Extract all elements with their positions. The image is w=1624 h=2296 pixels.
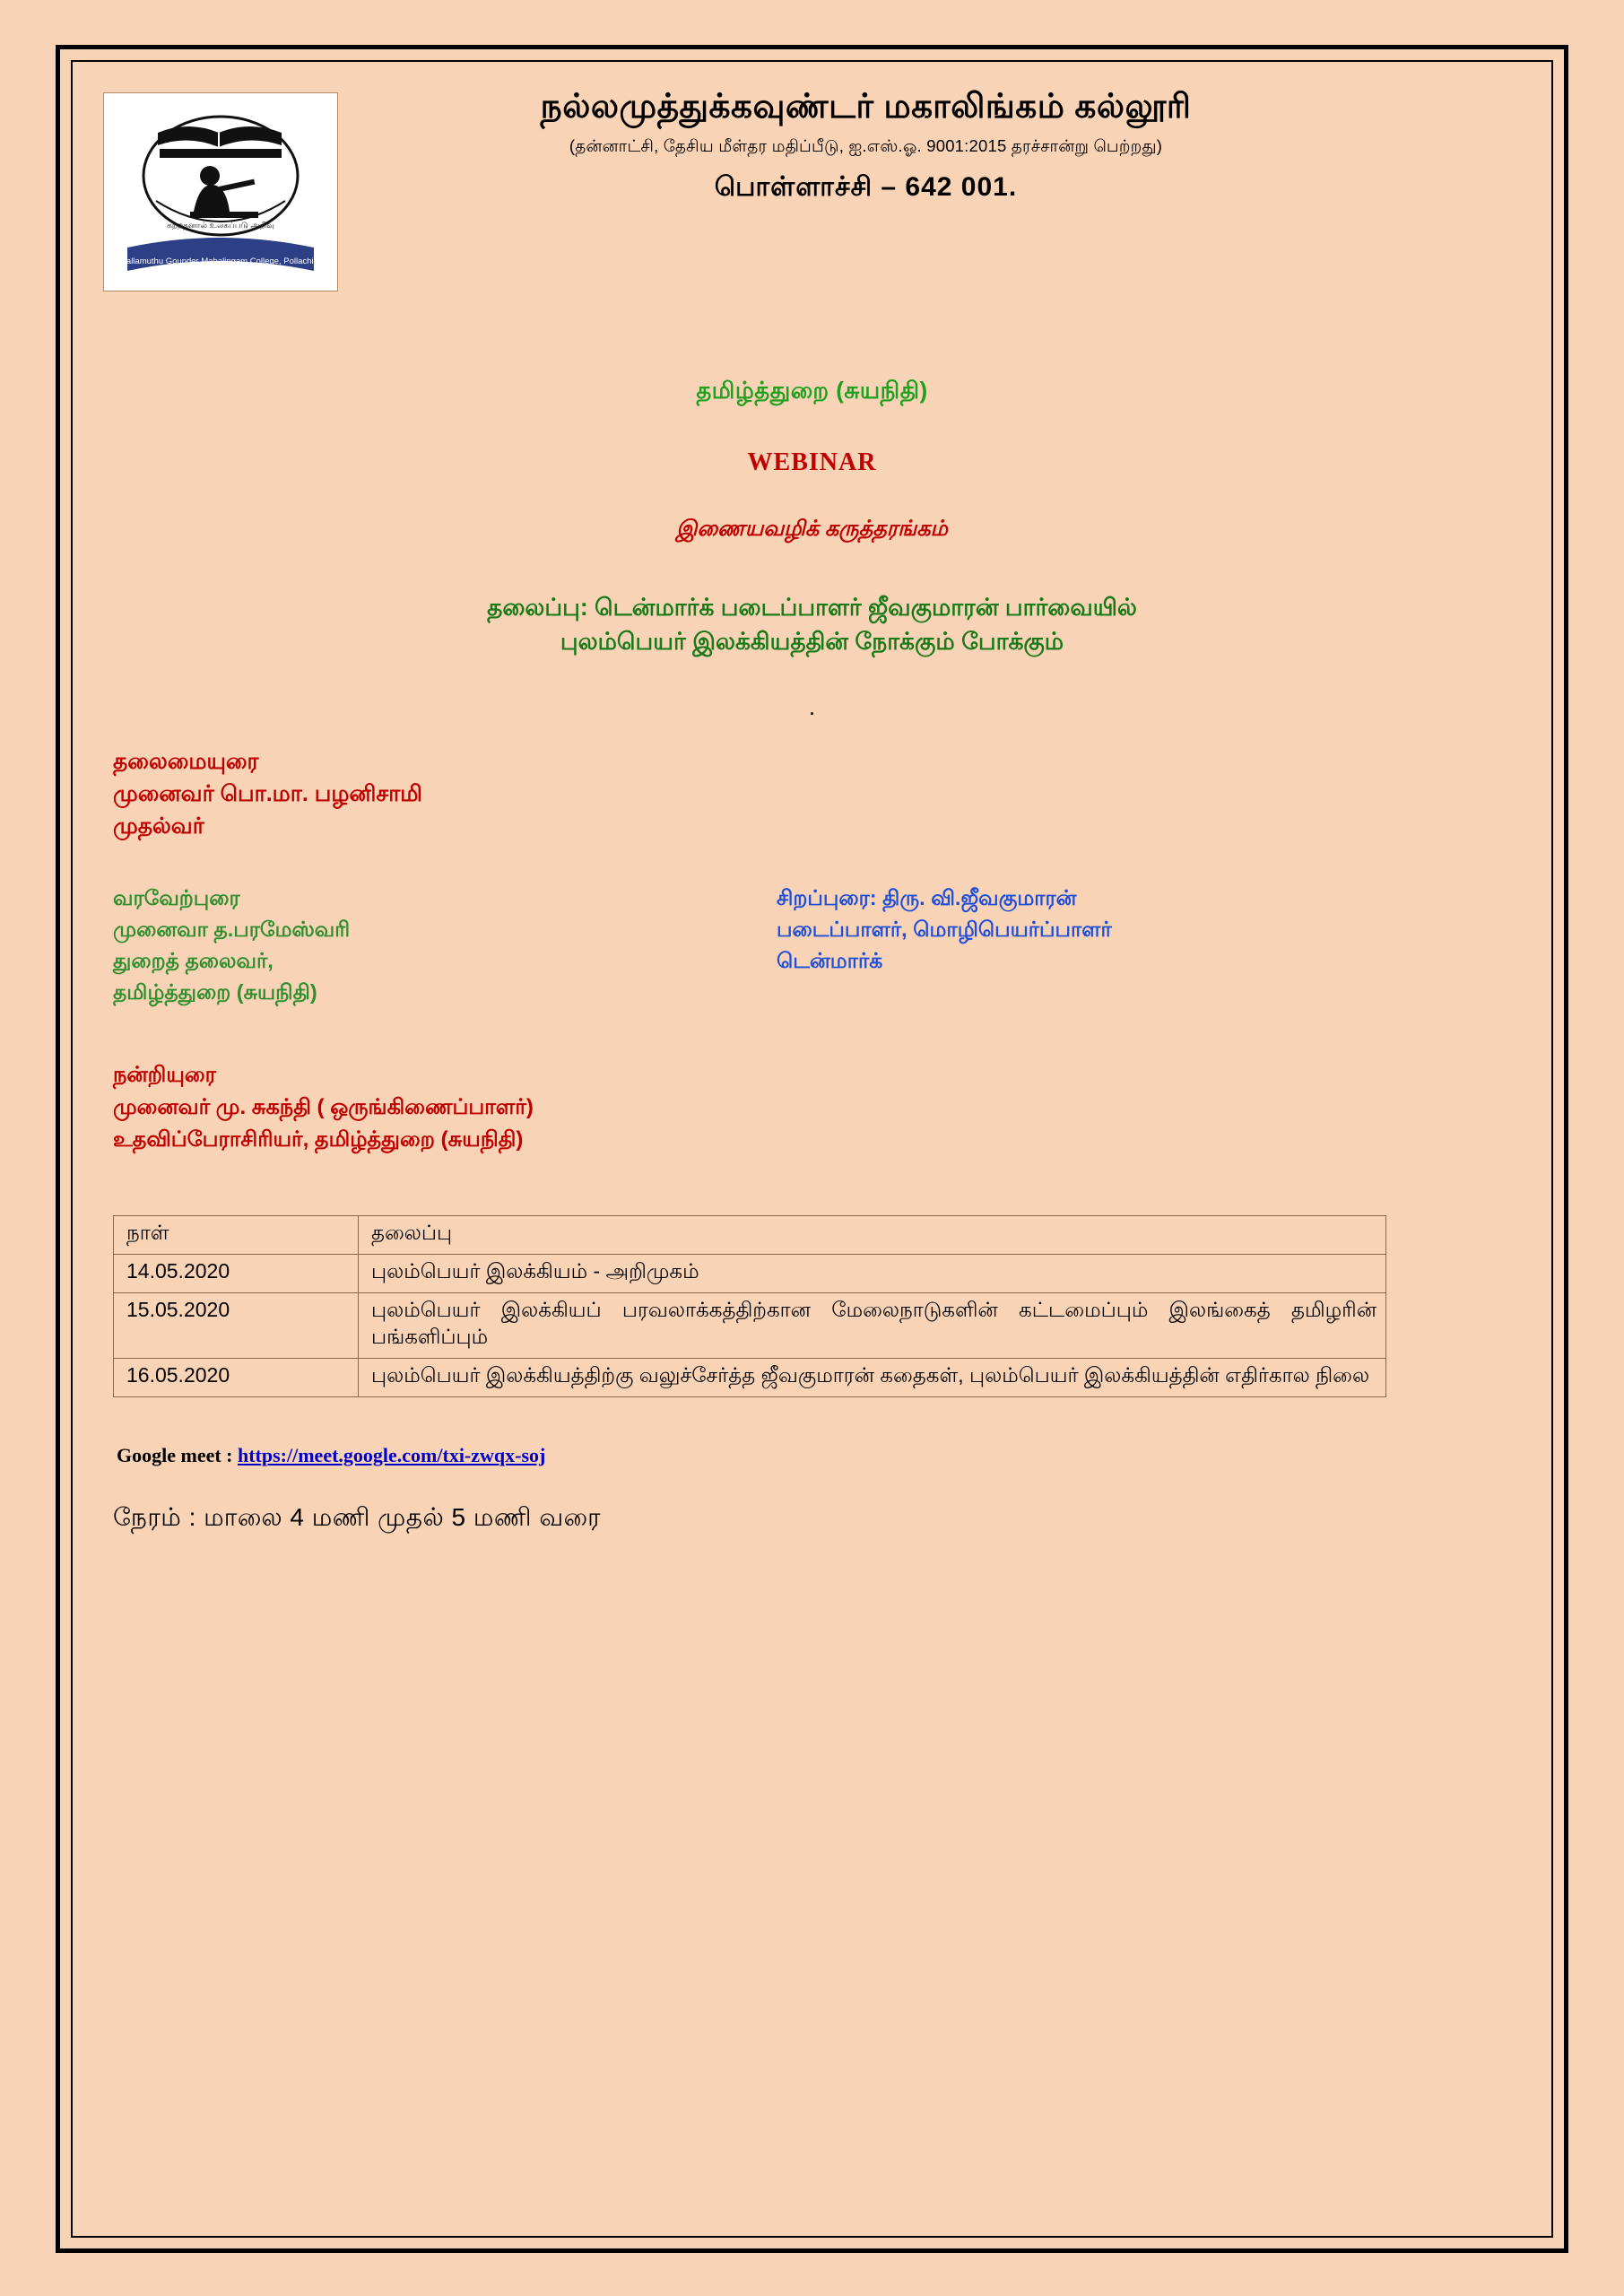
column-header-date: நாள்	[114, 1215, 359, 1254]
thanks-designation: உதவிப்பேராசிரியர், தமிழ்த்துறை (சுயநிதி)	[113, 1126, 524, 1152]
schedule-table	[113, 1215, 1386, 1397]
table-header-row	[114, 1215, 1386, 1254]
special-place: டென்மார்க்	[777, 949, 883, 973]
table-row	[114, 1358, 1386, 1396]
welcome-address-block	[113, 883, 777, 1009]
table-row	[114, 1254, 1386, 1292]
speakers-row	[90, 883, 1534, 1009]
column-header-title: தலைப்பு	[359, 1215, 1386, 1254]
vote-of-thanks-block	[90, 1059, 1534, 1156]
topic-line-2: புலம்பெயர் இலக்கியத்தின் நோக்கும் போக்கும்	[560, 628, 1064, 656]
poster-content	[90, 63, 1534, 2242]
chair-designation: முதல்வர்	[113, 813, 204, 839]
cell-title: புலம்பெயர் இலக்கியம் - அறிமுகம்	[359, 1254, 1386, 1292]
svg-text:Nallamuthu Gounder Mahalingam: Nallamuthu Gounder Mahalingam College, Pollachi-1	[120, 257, 321, 266]
college-city: பொள்ளாச்சி – 642 001.	[714, 171, 1018, 202]
welcome-role: வரவேற்புரை	[113, 885, 240, 909]
chair-role: தலைமையுரை	[113, 748, 259, 774]
webinar-title-ta: இணையவழிக் கருத்தரங்கம்	[676, 517, 948, 541]
welcome-name: முனைவா த.பரமேஸ்வரி	[113, 917, 351, 941]
college-accreditation: (தன்னாட்சி, தேசிய மீள்தர மதிப்பீடு, ஐ.எஸ்.ஓ. 9001:2015 தரச்சான்று பெற்றது)	[569, 135, 1163, 155]
special-role: சிறப்புரை: திரு. வி.ஜீவகுமாரன்	[777, 885, 1077, 909]
cell-title: புலம்பெயர் இலக்கியப் பரவலாக்கத்திற்கான மேலைநாடுகளின் கட்டமைப்பும் இலங்கைத் தமிழரின் பங்களிப்பும்	[359, 1292, 1386, 1358]
webinar-title-en: WEBINAR	[747, 448, 877, 476]
google-meet-line	[117, 1444, 1534, 1467]
welcome-designation: துறைத் தலைவர்,	[113, 949, 274, 973]
college-name: நல்லமுத்துக்கவுண்டர் மகாலிங்கம் கல்லூரி	[540, 87, 1192, 125]
college-emblem-icon	[103, 92, 338, 291]
google-meet-link[interactable]: https://meet.google.com/txi-zwqx-soj	[238, 1443, 546, 1466]
cell-date: 15.05.2020	[114, 1292, 359, 1358]
webinar-topic	[90, 590, 1534, 659]
cell-date: 14.05.2020	[114, 1254, 359, 1292]
special-designation: படைப்பாளர், மொழிபெயர்ப்பாளர்	[777, 917, 1112, 941]
welcome-department: தமிழ்த்துறை (சுயநிதி)	[113, 980, 317, 1004]
session-time: நேரம் : மாலை 4 மணி முதல் 5 மணி வரை	[113, 1502, 602, 1531]
thanks-name: முனைவர் மு. சுகந்தி ( ஒருங்கிணைப்பாளர்)	[113, 1094, 534, 1119]
cell-title: புலம்பெயர் இலக்கியத்திற்கு வலுச்சேர்த்த ஜீவகுமாரன் கதைகள், புலம்பெயர் இலக்கியத்தின் எதிர்கால நிலை	[359, 1358, 1386, 1396]
table-row	[114, 1292, 1386, 1358]
topic-line-1: தலைப்பு: டென்மார்க் படைப்பாளர் ஜீவகுமாரன் பார்வையில்	[487, 594, 1137, 621]
special-address-block	[777, 883, 1534, 1009]
thanks-role: நன்றியுரை	[113, 1062, 217, 1087]
poster-header	[90, 85, 1534, 291]
google-meet-label: Google meet :	[117, 1443, 233, 1466]
svg-text:கற்றதனால் உலகப்படு அறிவு: கற்றதனால் உலகப்படு அறிவு	[167, 222, 274, 230]
decorative-dot: .	[808, 692, 816, 720]
chairperson-block	[90, 745, 1534, 843]
cell-date: 16.05.2020	[114, 1358, 359, 1396]
chair-name: முனைவர் பொ.மா. பழனிசாமி	[113, 781, 422, 807]
department-title: தமிழ்த்துறை (சுயநிதி)	[696, 377, 928, 404]
